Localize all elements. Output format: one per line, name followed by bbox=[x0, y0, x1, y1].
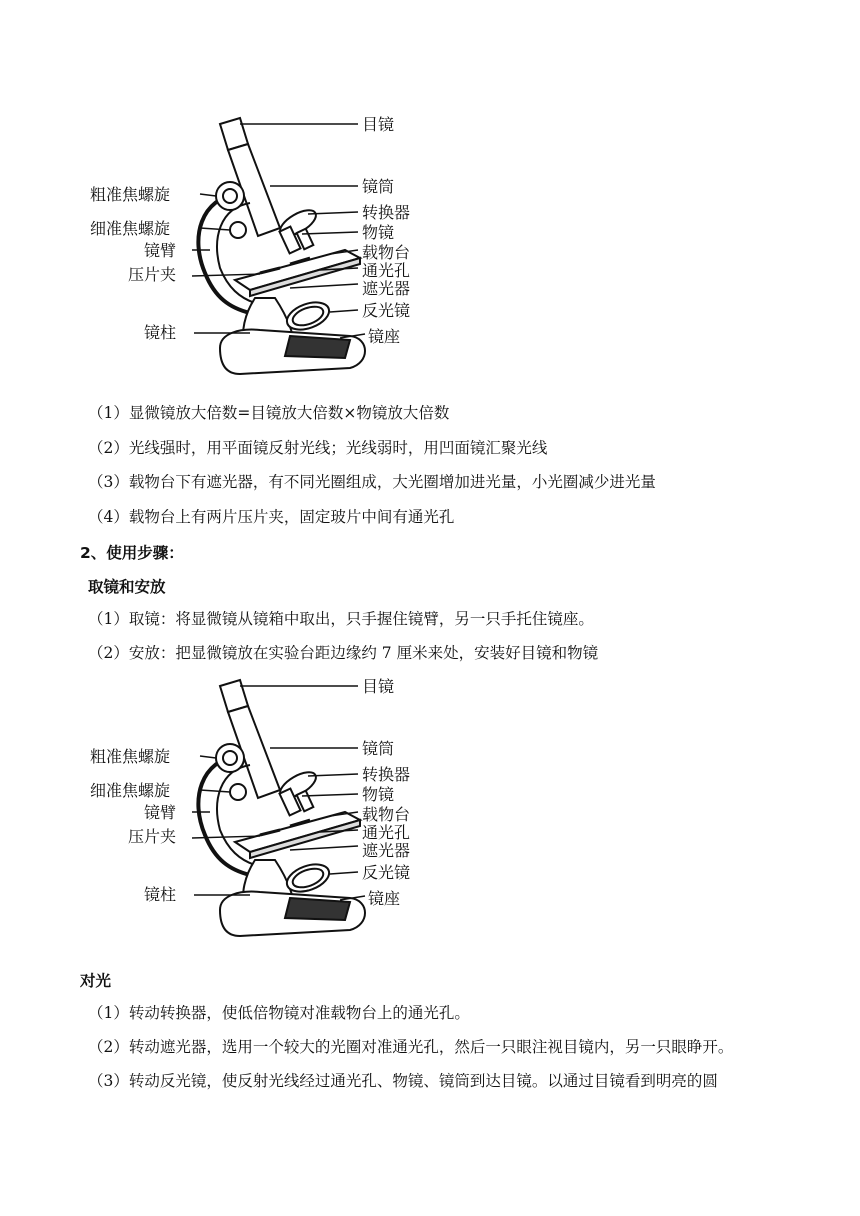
label-eyepiece: 目镜 bbox=[362, 677, 395, 696]
label-pillar: 镜柱 bbox=[144, 885, 177, 904]
step-2-title: 对光 bbox=[80, 972, 112, 990]
label-arm: 镜臂 bbox=[144, 803, 177, 822]
structure-note-3: （3）载物台下有遮光器，有不同光圈组成，大光圈增加进光量，小光圈减少进光量 bbox=[88, 473, 656, 491]
label-tube: 镜筒 bbox=[362, 177, 395, 196]
label-stage: 载物台 bbox=[362, 243, 411, 262]
label-converter: 转换器 bbox=[362, 765, 411, 784]
step-2-item-1: （1）转动转换器，使低倍物镜对准载物台上的通光孔。 bbox=[88, 1004, 470, 1022]
label-diaphragm: 遮光器 bbox=[362, 279, 411, 298]
label-pillar: 镜柱 bbox=[144, 323, 177, 342]
label-light-hole: 通光孔 bbox=[362, 823, 411, 842]
label-mirror: 反光镜 bbox=[362, 301, 411, 320]
microscope-diagram-1 bbox=[80, 108, 440, 393]
microscope-diagram-2 bbox=[80, 670, 440, 955]
step-1-item-2: （2）安放：把显微镜放在实验台距边缘约 7 厘米来处，安装好目镜和物镜 bbox=[88, 644, 599, 662]
label-converter: 转换器 bbox=[362, 203, 411, 222]
structure-note-2: （2）光线强时，用平面镜反射光线；光线弱时，用凹面镜汇聚光线 bbox=[88, 439, 548, 457]
step-1-title: 取镜和安放 bbox=[88, 578, 166, 596]
label-base: 镜座 bbox=[368, 889, 401, 908]
label-fine-focus: 细准焦螺旋 bbox=[90, 781, 171, 800]
label-stage: 载物台 bbox=[362, 805, 411, 824]
label-objective: 物镜 bbox=[362, 785, 395, 804]
label-tube: 镜筒 bbox=[362, 739, 395, 758]
structure-note-4: （4）载物台上有两片压片夹，固定玻片中间有通光孔 bbox=[88, 508, 455, 526]
label-fine-focus: 细准焦螺旋 bbox=[90, 219, 171, 238]
label-diaphragm: 遮光器 bbox=[362, 841, 411, 860]
label-objective: 物镜 bbox=[362, 223, 395, 242]
label-eyepiece: 目镜 bbox=[362, 115, 395, 134]
label-clip: 压片夹 bbox=[128, 265, 177, 284]
label-coarse-focus: 粗准焦螺旋 bbox=[90, 185, 171, 204]
label-arm: 镜臂 bbox=[144, 241, 177, 260]
step-2-item-3: （3）转动反光镜，使反射光线经过通光孔、物镜、镜筒到达目镜。以通过目镜看到明亮的圆 bbox=[88, 1072, 718, 1090]
step-1-item-1: （1）取镜：将显微镜从镜箱中取出，只手握住镜臂，另一只手托住镜座。 bbox=[88, 610, 594, 628]
label-clip: 压片夹 bbox=[128, 827, 177, 846]
label-mirror: 反光镜 bbox=[362, 863, 411, 882]
structure-note-1: （1）显微镜放大倍数=目镜放大倍数×物镜放大倍数 bbox=[88, 404, 450, 422]
label-coarse-focus: 粗准焦螺旋 bbox=[90, 747, 171, 766]
label-base: 镜座 bbox=[368, 327, 401, 346]
label-light-hole: 通光孔 bbox=[362, 261, 411, 280]
step-2-item-2: （2）转动遮光器，选用一个较大的光圈对准通光孔，然后一只眼注视目镜内，另一只眼睁开。 bbox=[88, 1038, 734, 1056]
section-2-title: 2、使用步骤： bbox=[80, 544, 184, 562]
